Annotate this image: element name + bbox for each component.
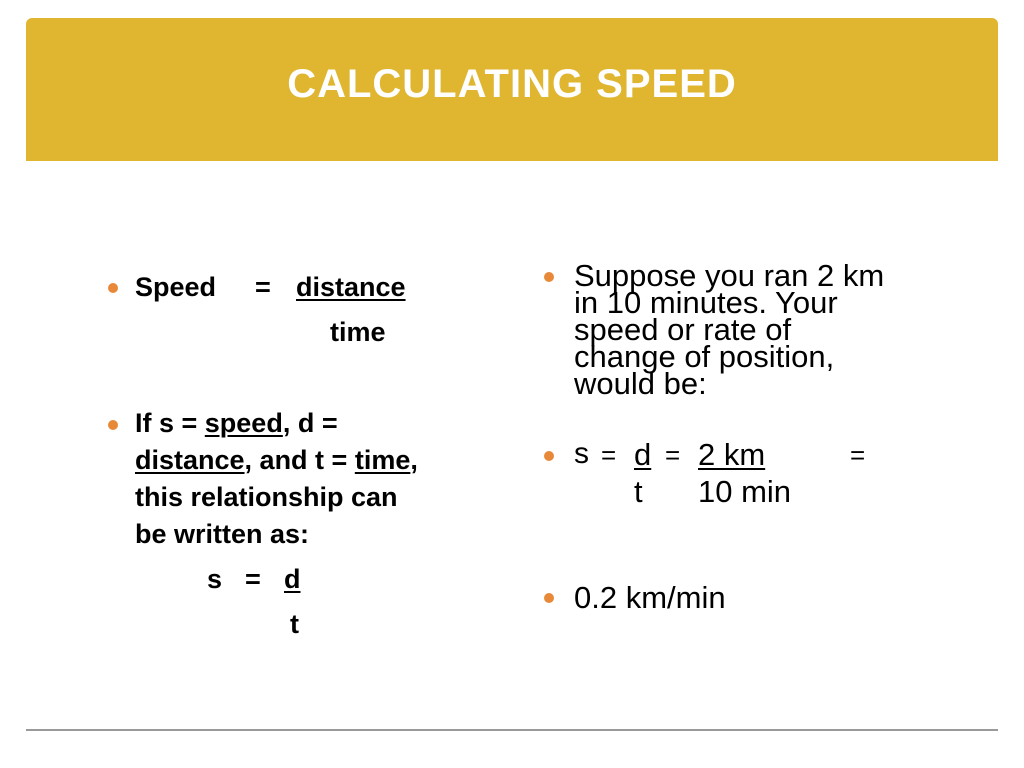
calc-lhs: s bbox=[574, 437, 589, 470]
speed-term: speed bbox=[204, 408, 283, 438]
time-term: time bbox=[354, 445, 411, 475]
calc-denominator-t: t bbox=[634, 474, 643, 509]
title-banner bbox=[26, 18, 998, 161]
formula-lhs: s bbox=[207, 564, 223, 594]
result-value: 0.2 km/min bbox=[574, 580, 726, 615]
calc-numerator-d: d bbox=[634, 437, 652, 472]
distance-term: distance bbox=[135, 445, 245, 475]
slide-title: CALCULATING SPEED bbox=[287, 62, 737, 106]
speed-label: Speed bbox=[135, 272, 217, 302]
calc-equals-3: = bbox=[850, 440, 866, 470]
example-paragraph: Suppose you ran 2 km in 10 minutes. Your speed or rate of change of position, would be: bbox=[574, 258, 885, 401]
equals-sign: = bbox=[255, 272, 271, 302]
formula-denominator: t bbox=[290, 609, 299, 639]
bullet-dot-icon bbox=[544, 272, 554, 282]
bullet-dot-icon bbox=[108, 283, 118, 293]
definition-line-2: distance, and t = time, bbox=[135, 445, 418, 475]
calc-denominator-value: 10 min bbox=[698, 474, 792, 509]
calc-equals-1: = bbox=[601, 440, 617, 470]
bullet-dot-icon bbox=[108, 420, 118, 430]
time-denominator: time bbox=[330, 317, 386, 347]
bullet-dot-icon bbox=[544, 593, 554, 603]
formula-equals: = bbox=[245, 564, 261, 594]
definition-line-1: If s = speed, d = bbox=[135, 408, 338, 438]
footer-divider bbox=[26, 729, 998, 731]
distance-numerator: distance bbox=[296, 272, 406, 302]
calc-equals-2: = bbox=[665, 440, 681, 470]
formula-numerator: d bbox=[284, 564, 301, 594]
calc-numerator-value: 2 km bbox=[698, 437, 766, 472]
definition-line-4: be written as: bbox=[135, 519, 310, 549]
definition-line-3: this relationship can bbox=[135, 482, 398, 512]
bullet-dot-icon bbox=[544, 451, 554, 461]
